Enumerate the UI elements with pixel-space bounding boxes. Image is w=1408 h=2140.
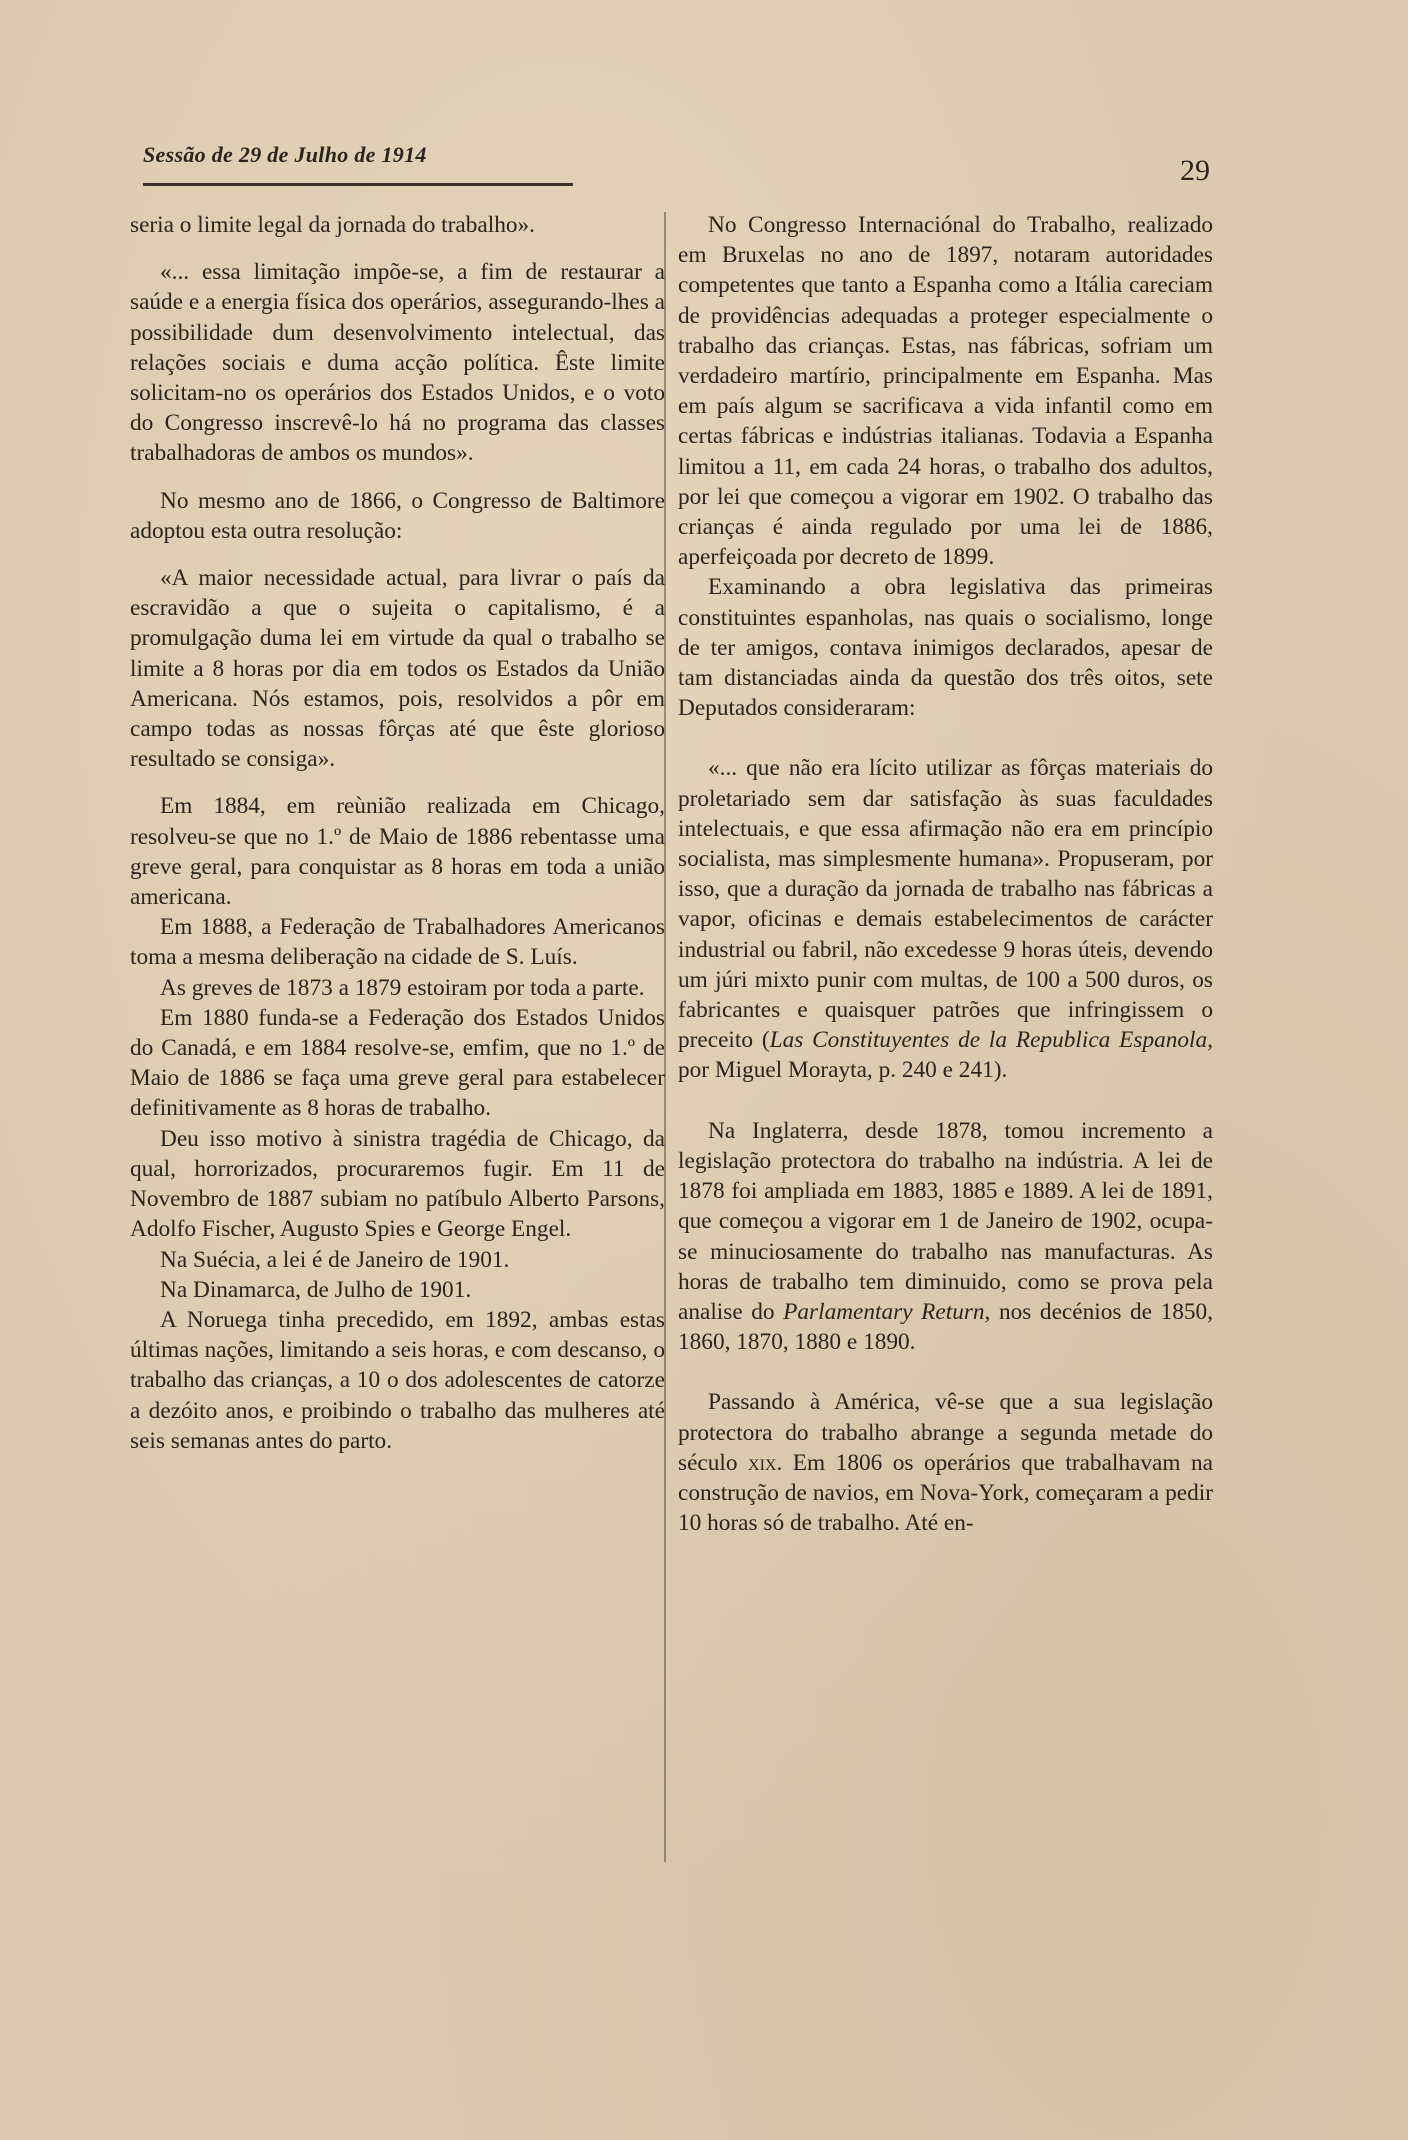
century-numeral: xix bbox=[748, 1449, 777, 1476]
italic-citation: Las Constituyentes de la Republica Espanola, bbox=[769, 1027, 1213, 1054]
page-number: 29 bbox=[1180, 154, 1210, 187]
paragraph: Deu isso motivo à sinistra tragédia de Chicago, da qual, horrorizados, procuraremos fugir. Em 11 de Novembro de 1887 subiam no patíbulo Alberto Parsons, Adolfo Fischer, Augusto Spies e George Engel. bbox=[130, 1125, 665, 1243]
quote-paragraph: «A maior necessidade actual, para livrar o país da escravidão a que o sujeita o capitalismo, é a promulgação duma lei em virtude da qual o trabalho se limite a 8 horas por dia em todos os Estados da União Americana. Nós estamos, pois, resolvidos a pôr em campo todas as nossas fôrças até que êste glorioso resultado se consiga». bbox=[130, 565, 665, 773]
text-run: «... que não era lícito utilizar as fôrças materiais do proletariado sem dar satisfação às suas faculdades intelectuais, e que essa afirmação não era em princípio socialista, mas simplesmente humana». Propuseram, por isso, que a duração da jornada de trabalho nas fábricas a vapor, oficinas e demais estabelecimentos de carácter industrial ou fabril, não excedesse 9 horas úteis, devendo um júri mixto punir com multas, de 100 a 500 duros, os fabricantes e quaisquer patrões que infringissem o preceito ( bbox=[678, 755, 1213, 1054]
right-column bbox=[678, 210, 1213, 1538]
paragraph: Em 1888, a Federação de Trabalhadores Americanos toma a mesma deliberação na cidade de S. Luís. bbox=[130, 914, 665, 971]
running-head: Sessão de 29 de Julho de 1914 bbox=[143, 142, 427, 167]
quote-paragraph: «... essa limitação impõe-se, a fim de restaurar a saúde e a energia física dos operários, assegurando-lhes a possibilidade dum desenvolvimento intelectual, das relações sociais e duma acção política. Êste limite solicitam-no os operários dos Estados Unidos, e o voto do Congresso inscrevê-lo há no programa das classes trabalhadoras de ambos os mundos». bbox=[130, 259, 665, 467]
text-run: . Em 1806 os operários que trabalhavam na construção de navios, em Nova-York, começaram a pedir 10 horas só de trabalho. Até en- bbox=[678, 1449, 1213, 1537]
paragraph: seria o limite legal da jornada do trabalho». bbox=[130, 212, 535, 238]
text-run: nos decénios de 1850, 1860, 1870, 1880 e 1890. bbox=[678, 1298, 1213, 1356]
paragraph: Na Suécia, a lei é de Janeiro de 1901. bbox=[160, 1246, 510, 1273]
paragraph bbox=[678, 1116, 1213, 1358]
paragraph: Em 1884, em reùnião realizada em Chicago, resolveu-se que no 1.º de Maio de 1886 rebentasse uma greve geral, para conquistar as 8 horas em toda a união americana. bbox=[130, 793, 665, 911]
paragraph: No Congresso Internaciónal do Trabalho, realizado em Bruxelas no ano de 1897, notaram autoridades competentes que tanto a Espanha como a Itália careciam de providências adequadas a proteger especialmente o trabalho das crianças. Estas, nas fábricas, sofriam um verdadeiro martírio, principalmente em Espanha. Mas em país algum se sacrificava a vida infantil como em certas fábricas e indústrias italianas. Todavia a Espanha limitou a 11, em cada 24 horas, o trabalho dos adultos, por lei que começou a vigorar em 1902. O trabalho das crianças é ainda regulado por uma lei de 1886, aperfeiçoada por decreto de 1899. bbox=[678, 212, 1213, 571]
paragraph: Em 1880 funda-se a Federação dos Estados Unidos do Canadá, e em 1884 resolve-se, emfim, que no 1.º de Maio de 1886 se faça uma greve geral para estabelecer definitivamente as 8 horas de trabalho. bbox=[130, 1004, 665, 1122]
paragraph: A Noruega tinha precedido, em 1892, ambas estas últimas nações, limitando a seis horas, e com descanso, o trabalho das crianças, a 10 o dos adolescentes de catorze a dezóito anos, e proibindo o trabalho das mulheres até seis semanas antes do parto. bbox=[130, 1306, 665, 1454]
paragraph: Na Dinamarca, de Julho de 1901. bbox=[160, 1276, 472, 1303]
header-rule bbox=[143, 183, 573, 186]
text-run: Passando à América, vê-se que a sua legislação protectora do trabalho abrange a segunda metade do século bbox=[678, 1389, 1213, 1476]
text-run: por Miguel Morayta, p. 240 e 241). bbox=[678, 1057, 1008, 1084]
paragraph bbox=[678, 1387, 1213, 1538]
quote-paragraph bbox=[678, 753, 1213, 1085]
paragraph: No mesmo ano de 1866, o Congresso de Baltimore adoptou esta outra resolução: bbox=[130, 487, 665, 544]
italic-citation: Parlamentary Return, bbox=[783, 1298, 991, 1325]
paragraph: As greves de 1873 a 1879 estoiram por toda a parte. bbox=[160, 974, 645, 1001]
paragraph: Examinando a obra legislativa das primeiras constituintes espanholas, nas quais o socialismo, longe de ter amigos, contava inimigos declarados, apesar de tam distanciadas ainda da questão dos três oitos, sete Deputados consideraram: bbox=[678, 574, 1213, 722]
text-run: Na Inglaterra, desde 1878, tomou incremento a legislação protectora do trabalho na indústria. A lei de 1878 foi ampliada em 1883, 1885 e 1889. A lei de 1891, que começou a vigorar em 1 de Janeiro de 1902, ocupa-se minuciosamente do trabalho nas manufacturas. As horas de trabalho tem diminuido, como se prova pela analise do bbox=[678, 1117, 1213, 1325]
left-column bbox=[130, 210, 665, 1456]
